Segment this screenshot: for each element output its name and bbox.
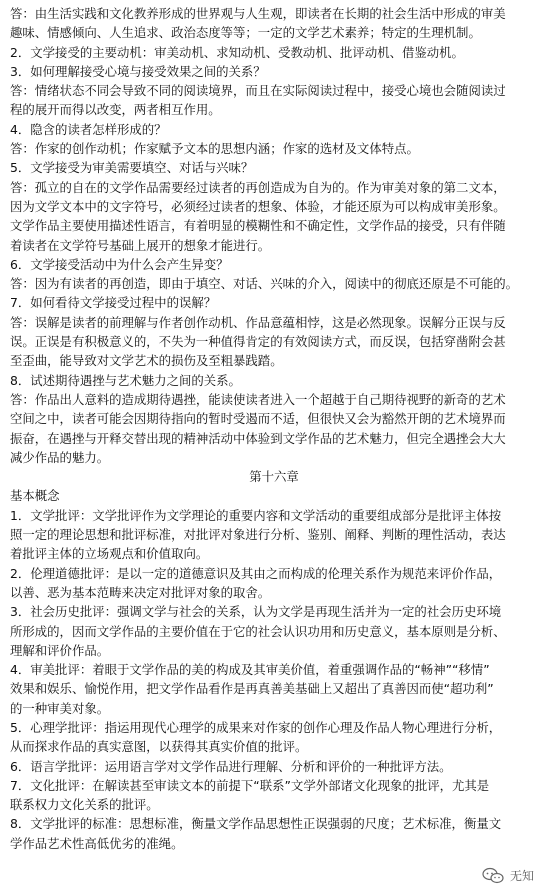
text-line: 7．文化批评：在解读甚至审读文本的前提下“联系”文学外部诸文化现象的批评，尤其是	[10, 777, 490, 793]
text-line: 效果和娱乐、愉悦作用，把文学作品看作是再真善美基础上又超出了真善因而使“超功利”	[10, 681, 494, 697]
text-line: 答：作家的创作动机；作家赋予文本的思想内涵；作家的选材及文体特点。	[10, 141, 419, 157]
question-heading: 4．隐含的读者怎样形成的？	[10, 121, 167, 137]
text-line: 着读者在文学符号基础上展开的想象才能进行。	[10, 237, 271, 253]
text-line: 趣味、情感倾向、人生追求、政治态度等等；一定的文学艺术素养；特定的生理机制。	[10, 25, 481, 41]
text-line: 答：情绪状态不同会导致不同的阅读境界，而且在实际阅读过程中，接受心境也会随阅读过	[10, 83, 506, 99]
text-line: 5．心理学批评：指运用现代心理学的成果来对作家的创作心理及作品人物心理进行分析，	[10, 719, 502, 735]
text-line: 8．文学批评的标准：思想标准，衡量文学作品思想性正误强弱的尺度；艺术标准，衡量文	[10, 816, 502, 832]
watermark	[482, 867, 534, 886]
question-heading: 3．如何理解接受心境与接受效果之间的关系？	[10, 63, 266, 79]
text-line: 2．文学接受的主要动机：审美动机、求知动机、受教动机、批评动机、借鉴动机。	[10, 44, 464, 60]
question-heading: 7．如何看待文学接受过程中的误解？	[10, 295, 217, 311]
document-page	[10, 4, 538, 853]
text-line: 误。正误是有积极意义的，不失为一种值得肯定的有效阅读方式，而反误，包括穿凿附会甚	[10, 334, 506, 350]
text-line: 程的展开而得以改变，两者相互作用。	[10, 102, 221, 118]
text-line: 从而探求作品的真实意图，以获得其真实价值的批评。	[10, 739, 308, 755]
section-heading: 基本概念	[10, 488, 60, 504]
text-line: 答：误解是读者的前理解与作者创作动机、作品意蕴相悖，这是必然现象。误解分正误与反	[10, 314, 506, 330]
text-line: 振奋，在遇挫与开释交替出现的精神活动中体验到文学作品的艺术魅力，但完全遇挫会大大	[10, 430, 506, 446]
text-line: 至歪曲，能导致对文学艺术的损伤及至粗暴践踏。	[10, 353, 283, 369]
text-line: 因为文学文本中的文字符号，必须经过读者的想象、体验，才能还原为可以构成审美形象。	[10, 198, 506, 214]
text-line: 6．语言学批评：运用语言学对文学作品进行理解、分析和评价的一种批评方法。	[10, 758, 452, 774]
text-line: 答：因为有读者的再创造，即由于填空、对话、兴味的介入，阅读中的彻底还原是不可能的。	[10, 276, 519, 292]
text-line: 着批评主体的立场观点和价值取向。	[10, 546, 209, 562]
text-line: 答：作品出人意料的造成期待遇挫，能读使读者进入一个超越于自己期待视野的新奇的艺术	[10, 391, 506, 407]
text-line: 所形成的，因而文学作品的主要价值在于它的社会认识功用和历史意义，基本原则是分析、	[10, 623, 506, 639]
chat-bubble-icon	[482, 867, 504, 885]
text-line: 3．社会历史批评：强调文学与社会的关系，认为文学是再现生活并为一定的社会历史环境	[10, 604, 502, 620]
text-line: 答：孤立的自在的文学作品需要经过读者的再创造成为自为的。作为审美对象的第二文本，	[10, 179, 506, 195]
text-line: 理解和评价作品。	[10, 642, 110, 658]
text-line: 1．文学批评：文学批评作为文学理论的重要内容和文学活动的重要组成部分是批评主体按	[10, 507, 502, 523]
text-line: 答：由生活实践和文化教养形成的世界观与人生观，即读者在长期的社会生活中形成的审美	[10, 6, 506, 21]
question-heading: 6．文学接受活动中为什么会产生异变？	[10, 256, 229, 272]
text-line: 空间之中，读者可能会因期待指向的暂时受遏而不适，但很快又会为豁然开朗的艺术境界而	[10, 411, 506, 427]
question-heading: 8．试述期待遇挫与艺术魅力之间的关系。	[10, 372, 241, 388]
text-line: 减少作品的魅力。	[10, 449, 110, 465]
text-line: 4．审美批评：着眼于文学作品的美的构成及其审美价值，着重强调作品的“畅神”“移情”	[10, 662, 490, 678]
text-line: 学作品艺术性高低优劣的准绳。	[10, 835, 184, 851]
text-line: 以善、恶为基本范畴来决定对批评对象的取舍。	[10, 584, 271, 600]
text-line: 文学作品主要使用描述性语言，有着明显的模糊性和不确定性，文学作品的接受，只有伴随	[10, 218, 506, 234]
question-heading: 5．文学接受为审美需要填空、对话与兴味？	[10, 160, 254, 176]
watermark-label: 无知	[509, 868, 534, 883]
text-line: 照一定的理论思想和批评标准，对批评对象进行分析、鉴别、阐释、判断的理性活动，表达	[10, 527, 506, 543]
text-line: 2．伦理道德批评：是以一定的道德意识及其由之而构成的伦理关系作为规范来评价作品，	[10, 565, 502, 581]
chapter-title: 第十六章	[249, 469, 299, 485]
text-line: 联系权力文化关系的批评。	[10, 797, 159, 813]
text-line: 的一种审美对象。	[10, 700, 110, 716]
